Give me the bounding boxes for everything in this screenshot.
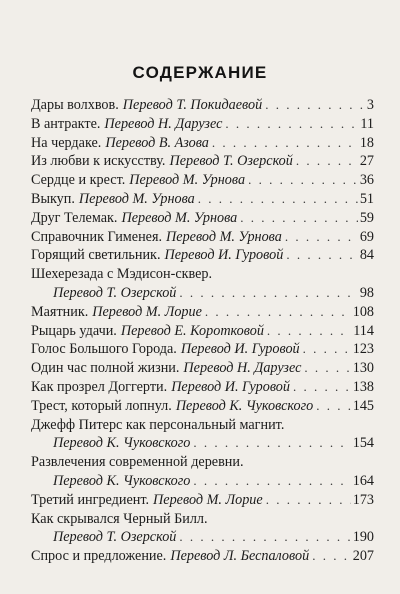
dot-leader xyxy=(266,491,351,510)
toc-entry xyxy=(31,359,374,378)
page-number: 59 xyxy=(359,209,374,226)
translator: Перевод Е. Коротковой xyxy=(120,322,264,339)
toc-entry xyxy=(31,209,374,228)
translator: Перевод И. Гуровой xyxy=(171,378,290,395)
toc-entry xyxy=(31,303,374,322)
story-title: Из любви к искусству. xyxy=(31,153,166,170)
toc-entry xyxy=(31,228,374,247)
page-number: 11 xyxy=(360,115,374,132)
toc-entry xyxy=(31,491,374,510)
page-number: 154 xyxy=(352,435,374,452)
toc-entry xyxy=(31,416,374,435)
dot-leader xyxy=(285,228,358,247)
story-title: Как скрывался Черный Билл. xyxy=(31,510,208,527)
story-title: Дары волхвов. xyxy=(31,97,119,113)
page-number: 51 xyxy=(359,190,374,207)
translator: Перевод И. Гуровой xyxy=(180,341,300,358)
dot-leader xyxy=(179,284,357,303)
translator: Перевод Т. Покидаевой xyxy=(122,97,263,113)
toc-entry xyxy=(31,510,374,529)
story-title: Горящий светильник. xyxy=(31,247,161,264)
toc-entry-continuation xyxy=(31,472,374,491)
page-number: 164 xyxy=(352,472,374,489)
dot-leader xyxy=(212,134,358,153)
translator: Перевод В. Азова xyxy=(105,134,209,151)
story-title: На чердаке. xyxy=(31,134,102,151)
toc-entry xyxy=(31,246,374,265)
dot-leader xyxy=(193,472,350,491)
story-title: В антракте. xyxy=(31,115,101,132)
translator: Перевод Л. Беспаловой xyxy=(170,548,310,565)
story-title: Третий ингредиент. xyxy=(31,491,150,508)
dot-leader xyxy=(225,115,358,134)
story-title: Джефф Питерс как персональный магнит. xyxy=(31,416,285,433)
page-number: 138 xyxy=(352,378,374,395)
dot-leader xyxy=(205,303,351,322)
story-title: Справочник Гименея. xyxy=(31,228,163,245)
toc-entry xyxy=(31,453,374,472)
story-title: Сердце и крест. xyxy=(31,172,126,189)
page-number: 114 xyxy=(353,322,374,339)
dot-leader xyxy=(198,190,358,209)
translator: Перевод И. Гуровой xyxy=(164,247,284,264)
translator: Перевод Т. Озерской xyxy=(53,284,177,301)
page-title: СОДЕРЖАНИЕ xyxy=(132,63,268,82)
page-number: 98 xyxy=(359,284,374,301)
translator: Перевод К. Чуковского xyxy=(175,397,314,414)
translator: Перевод Т. Озерской xyxy=(169,153,293,170)
story-title: Маятник. xyxy=(31,303,89,320)
dot-leader xyxy=(312,547,351,566)
page-number: 36 xyxy=(359,172,374,189)
translator: Перевод М. Урнова xyxy=(121,209,238,226)
toc-entry xyxy=(31,265,374,284)
toc-entry xyxy=(31,134,374,153)
translator: Перевод М. Урнова xyxy=(129,172,246,189)
story-title: Один час полной жизни. xyxy=(31,360,180,377)
translator: Перевод М. Лорие xyxy=(92,303,202,320)
dot-leader xyxy=(304,359,350,378)
toc-entry xyxy=(31,340,374,359)
dot-leader xyxy=(265,96,365,115)
toc-entry xyxy=(31,190,374,209)
translator: Перевод М. Урнова xyxy=(166,228,282,245)
page-number: 130 xyxy=(352,360,374,377)
translator: Перевод М. Урнова xyxy=(78,190,195,207)
story-title: Трест, который лопнул. xyxy=(31,397,172,414)
story-title: Развлечения современной деревни. xyxy=(31,454,244,471)
toc-entry xyxy=(31,115,374,134)
toc-entry xyxy=(31,322,374,341)
dot-leader xyxy=(293,378,351,397)
dot-leader xyxy=(267,322,351,341)
story-title: Как прозрел Доггерти. xyxy=(31,378,168,395)
dot-leader xyxy=(303,340,351,359)
story-title: Спрос и предложение. xyxy=(31,548,167,565)
page-number: 3 xyxy=(366,97,374,113)
page-number: 207 xyxy=(352,548,374,565)
toc-entry-continuation xyxy=(31,284,374,303)
dot-leader xyxy=(296,152,358,171)
page-number: 173 xyxy=(352,491,374,508)
story-title: Друг Телемак. xyxy=(31,209,118,226)
dot-leader xyxy=(240,209,358,228)
dot-leader xyxy=(286,246,358,265)
story-title: Голос Большого Города. xyxy=(31,341,177,358)
dot-leader xyxy=(179,528,350,547)
dot-leader xyxy=(193,434,350,453)
table-of-contents xyxy=(31,96,374,566)
toc-entry xyxy=(31,397,374,416)
page-number: 84 xyxy=(359,247,374,264)
toc-entry-continuation xyxy=(31,528,374,547)
translator: Перевод Н. Дарузес xyxy=(183,360,302,377)
translator: Перевод К. Чуковского xyxy=(53,472,191,489)
page-number: 18 xyxy=(359,134,374,151)
page-number: 69 xyxy=(359,228,374,245)
translator: Перевод К. Чуковского xyxy=(53,435,191,452)
dot-leader xyxy=(248,171,358,190)
toc-entry xyxy=(31,152,374,171)
toc-entry-continuation xyxy=(31,434,374,453)
page-number: 145 xyxy=(352,397,374,414)
translator: Перевод М. Лорие xyxy=(153,491,263,508)
page-number: 190 xyxy=(352,529,374,546)
toc-entry xyxy=(31,171,374,190)
story-title: Выкуп. xyxy=(31,190,75,207)
translator: Перевод Н. Дарузес xyxy=(104,115,223,132)
toc-entry xyxy=(31,378,374,397)
toc-entry xyxy=(31,547,374,566)
story-title: Шехерезада с Мэдисон-сквер. xyxy=(31,266,213,283)
page-number: 27 xyxy=(359,153,374,170)
story-title: Рыцарь удачи. xyxy=(31,322,117,339)
page-number: 123 xyxy=(352,341,374,358)
dot-leader xyxy=(316,397,351,416)
translator: Перевод Т. Озерской xyxy=(53,529,177,546)
toc-entry xyxy=(31,96,374,115)
page-number: 108 xyxy=(352,303,374,320)
